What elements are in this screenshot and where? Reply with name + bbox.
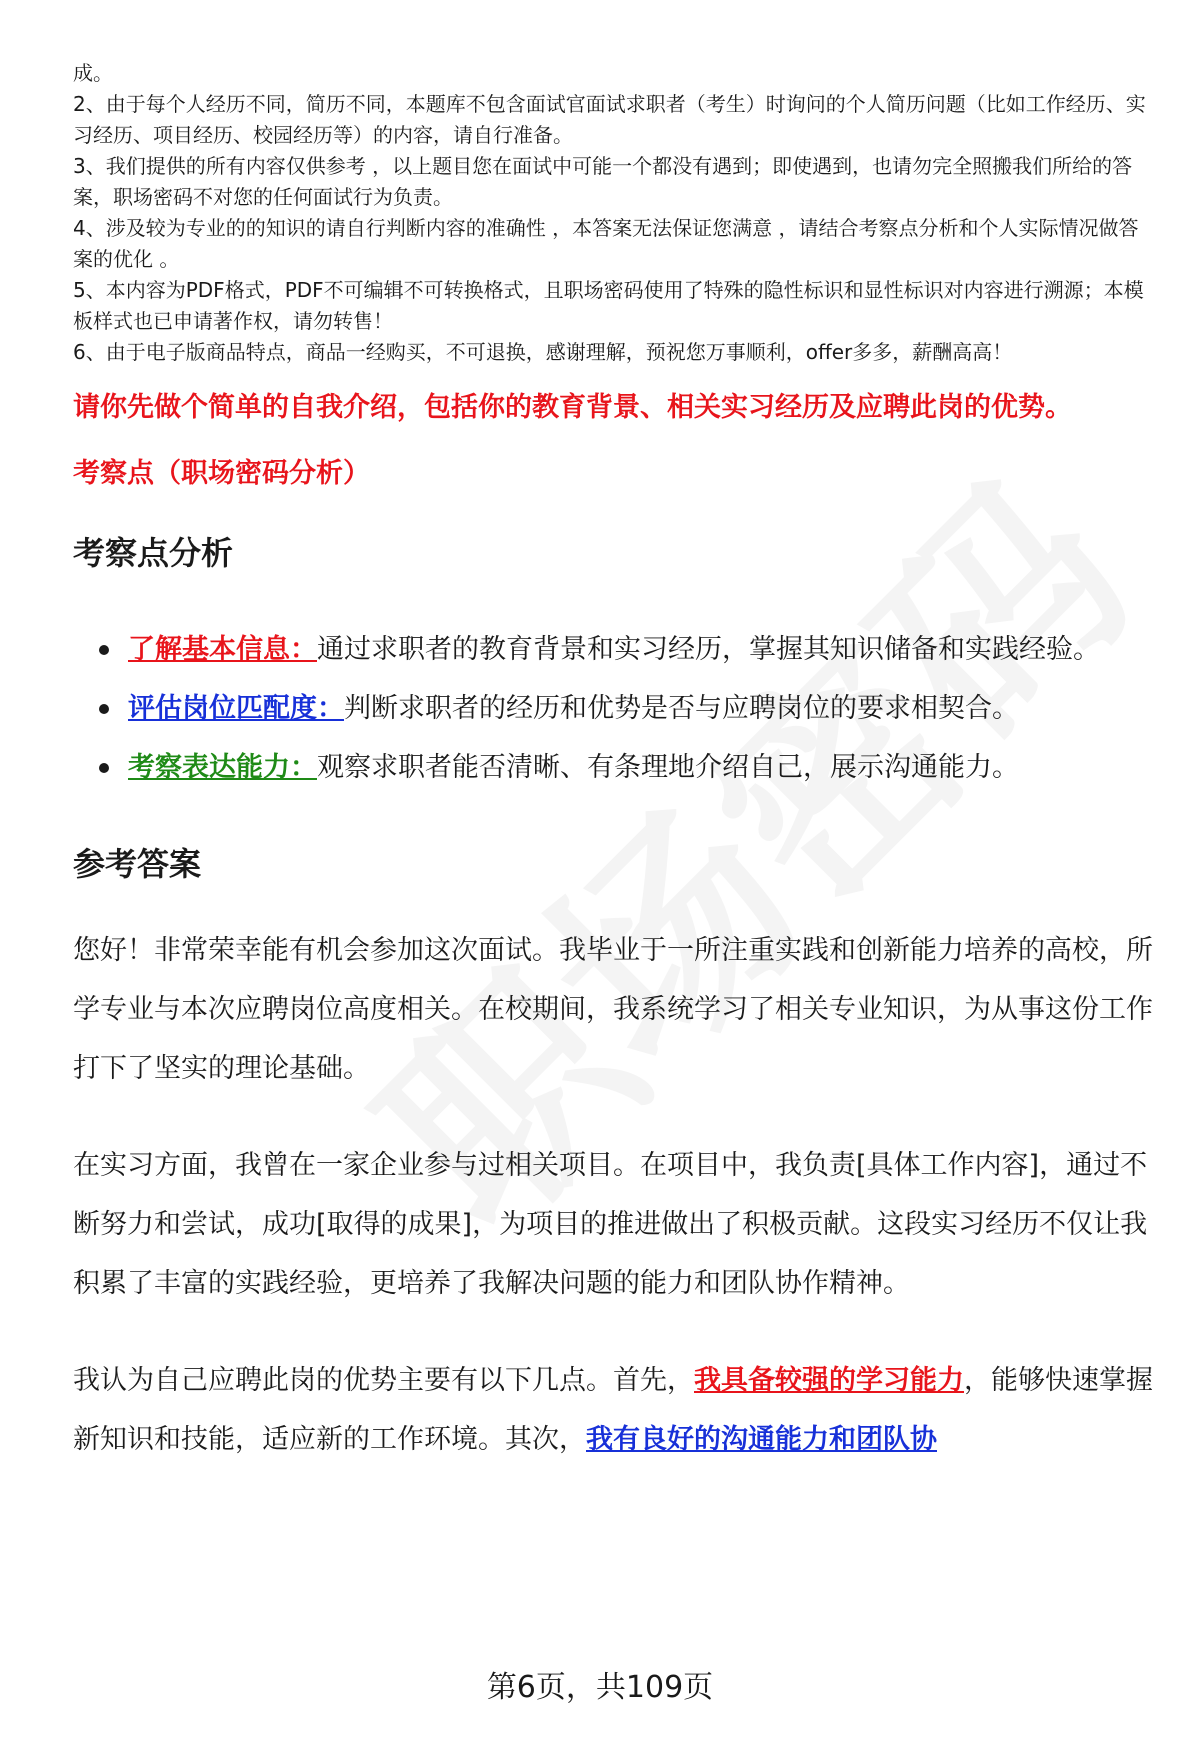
point-text: 观察求职者能否清晰、有条理地介绍自己，展示沟通能力。 — [317, 752, 1019, 783]
notes-section — [73, 58, 1153, 368]
note-line: 2、由于每个人经历不同，简历不同，本题库不包含面试官面试求职者（考生）时询问的个人简历问题（比如工作经历、实习经历、项目经历、校园经历等）的内容，请自行准备。 — [73, 92, 1146, 147]
paragraph-text: ，能够快速掌握新知识和技能，适应新的工作环境。其次， — [73, 1365, 1153, 1455]
answer-heading: 参考答案 — [73, 845, 202, 883]
point-text: 判断求职者的经历和优势是否与应聘岗位的要求相契合。 — [344, 693, 1019, 724]
interview-question: 请你先做个简单的自我介绍，包括你的教育背景、相关实习经历及应聘此岗的优势。 — [73, 392, 1072, 423]
bullet-icon — [99, 645, 109, 655]
analysis-list — [73, 620, 1153, 797]
answer-paragraph — [73, 1351, 1153, 1469]
list-item — [73, 738, 1153, 797]
answer-paragraph: 您好！非常荣幸能有机会参加这次面试。我毕业于一所注重实践和创新能力培养的高校，所学专业与本次应聘岗位高度相关。在校期间，我系统学习了相关专业知识，为从事这份工作打下了坚实的理论基础。 — [73, 935, 1153, 1084]
analysis-heading: 考察点分析 — [73, 534, 234, 572]
list-item — [73, 620, 1153, 679]
point-label: 考察表达能力： — [128, 752, 317, 783]
page-number: 第6页，共109页 — [486, 1670, 714, 1705]
paragraph-text: 我认为自己应聘此岗的优势主要有以下几点。首先， — [73, 1365, 694, 1396]
answer-paragraph: 在实习方面，我曾在一家企业参与过相关项目。在项目中，我负责[具体工作内容]，通过不断努力和尝试，成功[取得的成果]，为项目的推进做出了积极贡献。这段实习经历不仅让我积累了丰富的实践经验，更培养了我解决问题的能力和团队协作精神。 — [73, 1150, 1148, 1299]
point-text: 通过求职者的教育背景和实习经历，掌握其知识储备和实践经验。 — [317, 634, 1100, 665]
kcd-heading: 考察点（职场密码分析） — [73, 458, 370, 489]
highlight-text: 我有良好的沟通能力和团队协 — [586, 1424, 937, 1455]
point-label: 了解基本信息： — [128, 634, 317, 665]
point-label: 评估岗位匹配度： — [128, 693, 344, 724]
highlight-text: 我具备较强的学习能力 — [694, 1365, 964, 1396]
note-line: 3、我们提供的所有内容仅供参考 ，以上题目您在面试中可能一个都没有遇到；即使遇到，也请勿完全照搬我们所给的答案，职场密码不对您的任何面试行为负责。 — [73, 154, 1133, 209]
note-line: 5、本内容为PDF格式，PDF不可编辑不可转换格式，且职场密码使用了特殊的隐性标识和显性标识对内容进行溯源；本模板样式也已申请著作权，请勿转售！ — [73, 278, 1144, 333]
bullet-icon — [99, 704, 109, 714]
note-line: 4、涉及较为专业的的知识的请自行判断内容的准确性 ，本答案无法保证您满意 ，请结合考察点分析和个人实际情况做答案的优化 。 — [73, 216, 1139, 271]
list-item — [73, 679, 1153, 738]
note-line: 成。 — [73, 61, 113, 85]
bullet-icon — [99, 763, 109, 773]
note-line: 6、由于电子版商品特点，商品一经购买，不可退换，感谢理解，预祝您万事顺利，offer多多，薪酬高高！ — [73, 340, 1013, 364]
document-page — [73, 58, 1153, 1469]
